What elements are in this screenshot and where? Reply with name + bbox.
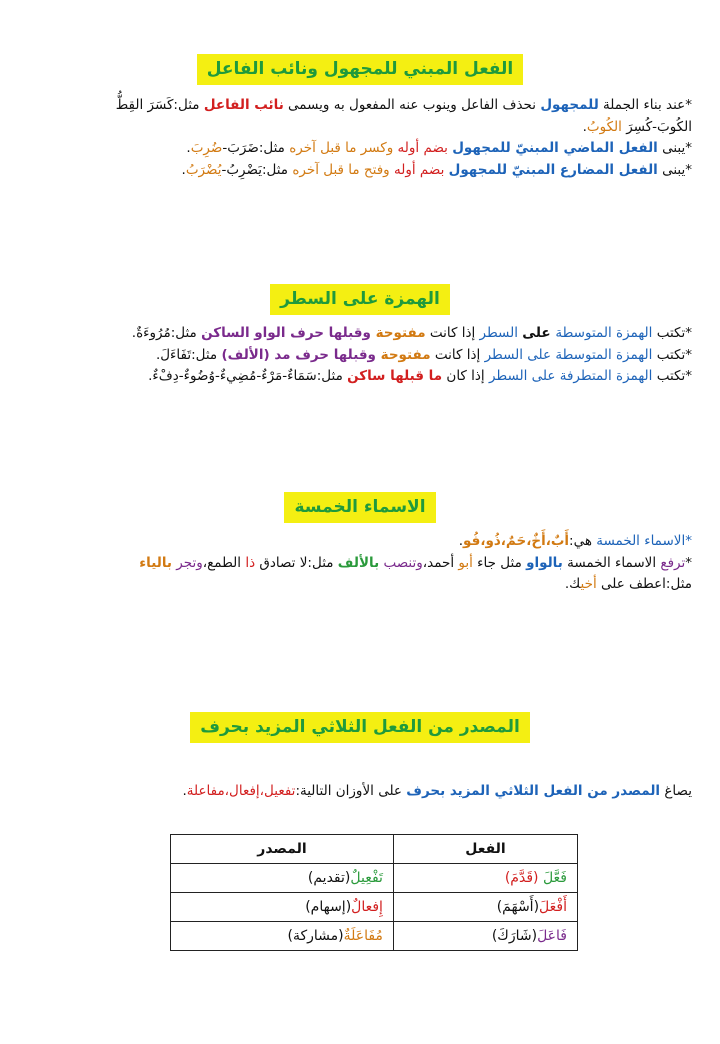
paragraph-line: *تكتب الهمزة المتوسطة على السطر إذا كانت مفتوحة وقبلها حرف الواو الساكن مثل:مُرُوءَةٌ. <box>131 324 692 341</box>
section-title: الهمزة على السطر <box>270 284 450 315</box>
masdar-cell: إِفعالٌ(إسهام) <box>171 893 394 922</box>
paragraph-line: *الاسماء الخمسة هي:أَبٌ،أَخٌ،حَمٌ،ذُو،فُو. <box>458 532 692 549</box>
table-row <box>171 922 578 951</box>
paragraph-line: *ترفع الاسماء الخمسة بالواو مثل جاء أبو أحمد،وتنصب بالألف مثل:لا تصادق ذا الطمع،وتجر بالياء <box>139 554 692 571</box>
paragraph-line: *يبنى الفعل الماضي المبنيّ للمجهول بضم أوله وكسر ما قبل آخره مثل:ضَرَبَ-ضُرِبَ. <box>186 140 692 157</box>
table-row <box>171 864 578 893</box>
paragraph-line: *تكتب الهمزة المتوسطة على السطر إذا كانت مفتوحة وقبلها حرف مد (الألف) مثل:تَفَاءَلَ. <box>155 346 692 363</box>
paragraph-line: الكُوبَ-كُسِرَ الكُوبُ. <box>582 118 692 135</box>
section-hamza-on-line <box>0 284 720 388</box>
masdar-cell: مُفَاعَلَةٌ(مشاركة) <box>171 922 394 951</box>
paragraph-line: *تكتب الهمزة المتطرفة على السطر إذا كان ما قبلها ساكن مثل:سَمَاءٌ-مَرْءٌ-مُضِيءٌ-وُضُوءٌ-دِفْءٌ. <box>148 368 692 385</box>
verb-cell: فَاعَلَ(شَارَكَ) <box>393 922 577 951</box>
column-header-verb: الفعل <box>393 835 577 864</box>
section-title: المصدر من الفعل الثلاثي المزيد بحرف <box>190 712 530 743</box>
paragraph-line: *عند بناء الجملة للمجهول نحذف الفاعل وينوب عنه المفعول به ويسمى نائب الفاعل مثل:كَسَرَ القِطُّ <box>115 96 692 113</box>
section-title: الفعل المبني للمجهول ونائب الفاعل <box>197 54 524 85</box>
paragraph-line: مثل:اعطف على أخيك. <box>564 576 692 593</box>
section-passive-voice <box>0 54 720 181</box>
section-masdar <box>0 712 720 803</box>
paragraph-line: يصاغ المصدر من الفعل الثلاثي المزيد بحرف على الأوزان التالية:تفعيل،إفعال،مفاعلة. <box>182 782 692 799</box>
verb-masdar-table <box>170 834 578 951</box>
table-header-row <box>171 835 578 864</box>
section-five-nouns <box>0 492 720 596</box>
section-title: الاسماء الخمسة <box>284 492 435 523</box>
verb-cell: أَفْعَلَ(أَسْهَمَ) <box>393 893 577 922</box>
table-row <box>171 893 578 922</box>
column-header-masdar: المصدر <box>171 835 394 864</box>
paragraph-line: *يبنى الفعل المضارع المبنيّ للمجهول بضم أوله وفتح ما قبل آخره مثل:يَضْرِبُ-يُضْرَبُ. <box>181 161 692 178</box>
masdar-cell: تَفْعِيلٌ(تقديم) <box>171 864 394 893</box>
verb-cell: فَعَّلَ (قَدَّمَ) <box>393 864 577 893</box>
